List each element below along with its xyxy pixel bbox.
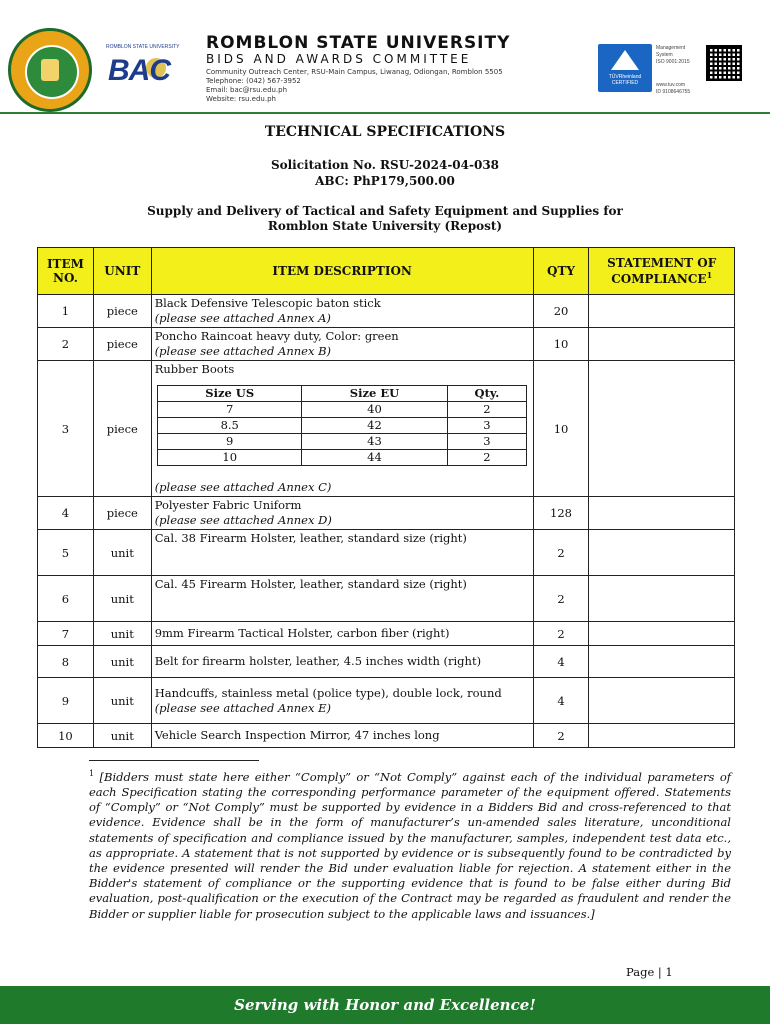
size-row: 8.5 42 3	[158, 418, 527, 434]
abc-amount: ABC: PhP179,500.00	[315, 174, 455, 188]
table-row: 10 unit Vehicle Search Inspection Mirror, 47 inches long 2	[38, 724, 735, 748]
footnote-divider	[89, 760, 259, 761]
email: Email: bac@rsu.edu.ph	[206, 86, 288, 94]
table-row: 6 unit Cal. 45 Firearm Holster, leather, standard size (right) 2	[38, 576, 735, 622]
certification-text: Management System ISO 9001:2015	[656, 45, 690, 65]
col-compliance: STATEMENT OF COMPLIANCE$^1$	[589, 248, 735, 295]
page-number: Page | 1	[626, 965, 673, 979]
table-row: 3 piece Rubber Boots Size US Size EU Qty. 7 40 2 8.5 42 3 9 43 3 10 44 2 (please see attached Annex C) 10	[38, 361, 735, 497]
table-header-row	[38, 248, 735, 295]
compliance-cell[interactable]	[589, 295, 735, 328]
website: Website: rsu.edu.ph	[206, 95, 276, 103]
compliance-cell[interactable]	[589, 576, 735, 622]
compliance-cell[interactable]	[589, 724, 735, 748]
tuv-certification-icon: TÜVRheinland CERTIFIED	[598, 44, 652, 92]
compliance-cell[interactable]	[589, 646, 735, 678]
table-row: 8 unit Belt for firearm holster, leather, 4.5 inches width (right) 4	[38, 646, 735, 678]
footer-banner	[0, 986, 770, 1024]
certificate-number: www.tuv.com ID 9108646755	[656, 82, 691, 95]
bac-logo-icon: ROMBLON STATE UNIVERSITY BAC	[106, 44, 180, 87]
telephone: Telephone: (042) 567-3952	[206, 77, 301, 85]
footer-slogan: Serving with Honor and Excellence!	[234, 996, 536, 1014]
table-row: 2 piece Poncho Raincoat heavy duty, Color: green (please see attached Annex B) 10	[38, 328, 735, 361]
university-seal-icon	[8, 28, 92, 112]
col-item-no: ITEM NO.	[38, 248, 94, 295]
compliance-cell[interactable]	[589, 328, 735, 361]
table-row: 4 piece Polyester Fabric Uniform (please see attached Annex D) 128	[38, 497, 735, 530]
size-row: 10 44 2	[158, 450, 527, 466]
compliance-cell[interactable]	[589, 678, 735, 724]
project-title-line1: Supply and Delivery of Tactical and Safety Equipment and Supplies for	[147, 204, 623, 218]
table-row: 1 piece Black Defensive Telescopic baton stick (please see attached Annex A) 20	[38, 295, 735, 328]
document-title: TECHNICAL SPECIFICATIONS	[264, 124, 506, 140]
solicitation-number: Solicitation No. RSU-2024-04-038	[270, 158, 500, 172]
size-table: Size US Size EU Qty. 7 40 2 8.5 42 3 9 43 3 10 44 2	[157, 385, 527, 466]
size-row: 7 40 2	[158, 402, 527, 418]
qr-code-icon	[706, 45, 742, 81]
compliance-cell[interactable]	[589, 497, 735, 530]
header-divider	[0, 112, 770, 114]
letterhead	[0, 0, 770, 112]
table-row: 9 unit Handcuffs, stainless metal (police type), double lock, round (please see attached Annex E) 4	[38, 678, 735, 724]
address: Community Outreach Center, RSU-Main Campus, Liwanag, Odiongan, Romblon 5505	[206, 68, 503, 76]
footnote: $^1$ [Bidders must state here either “Comply” or “Not Comply” against each of the individual parameters of each Specification stating the corresponding performance parameter of the equipment offered. Statements of “Comply” or “Not Comply” must be supported by evidence in a Bidders Bid and cross-referenced to that evidence. Evidence shall be in the form of manufacturer’s un-amended sales literature, unconditional statements of specification and compliance issued by the manufacturer, samples, independent test data etc., as appropriate. A statement that is not supported by evidence or is subsequently found to be contradicted by the evidence presented will render the Bid under evaluation liable for rejection. A statement either in the Bidder's statement of compliance or the supporting evidence that is found to be false either during Bid evaluation, post-qualification or the execution of the Contract may be regarded as fraudulent and render the Bidder or supplier liable for prosecution subject to the applicable laws and issuances.]	[89, 769, 732, 921]
specifications-table	[37, 247, 735, 748]
size-row: 9 43 3	[158, 434, 527, 450]
col-qty: QTY	[533, 248, 589, 295]
table-row: 7 unit 9mm Firearm Tactical Holster, carbon fiber (right) 2	[38, 622, 735, 646]
committee-name: BIDS AND AWARDS COMMITTEE	[206, 52, 472, 66]
compliance-cell[interactable]	[589, 622, 735, 646]
compliance-cell[interactable]	[589, 530, 735, 576]
col-unit: UNIT	[93, 248, 151, 295]
table-row: 5 unit Cal. 38 Firearm Holster, leather, standard size (right) 2	[38, 530, 735, 576]
project-title-line2: Romblon State University (Repost)	[267, 219, 503, 233]
compliance-cell[interactable]	[589, 361, 735, 497]
col-description: ITEM DESCRIPTION	[151, 248, 533, 295]
university-name: ROMBLON STATE UNIVERSITY	[206, 33, 511, 53]
